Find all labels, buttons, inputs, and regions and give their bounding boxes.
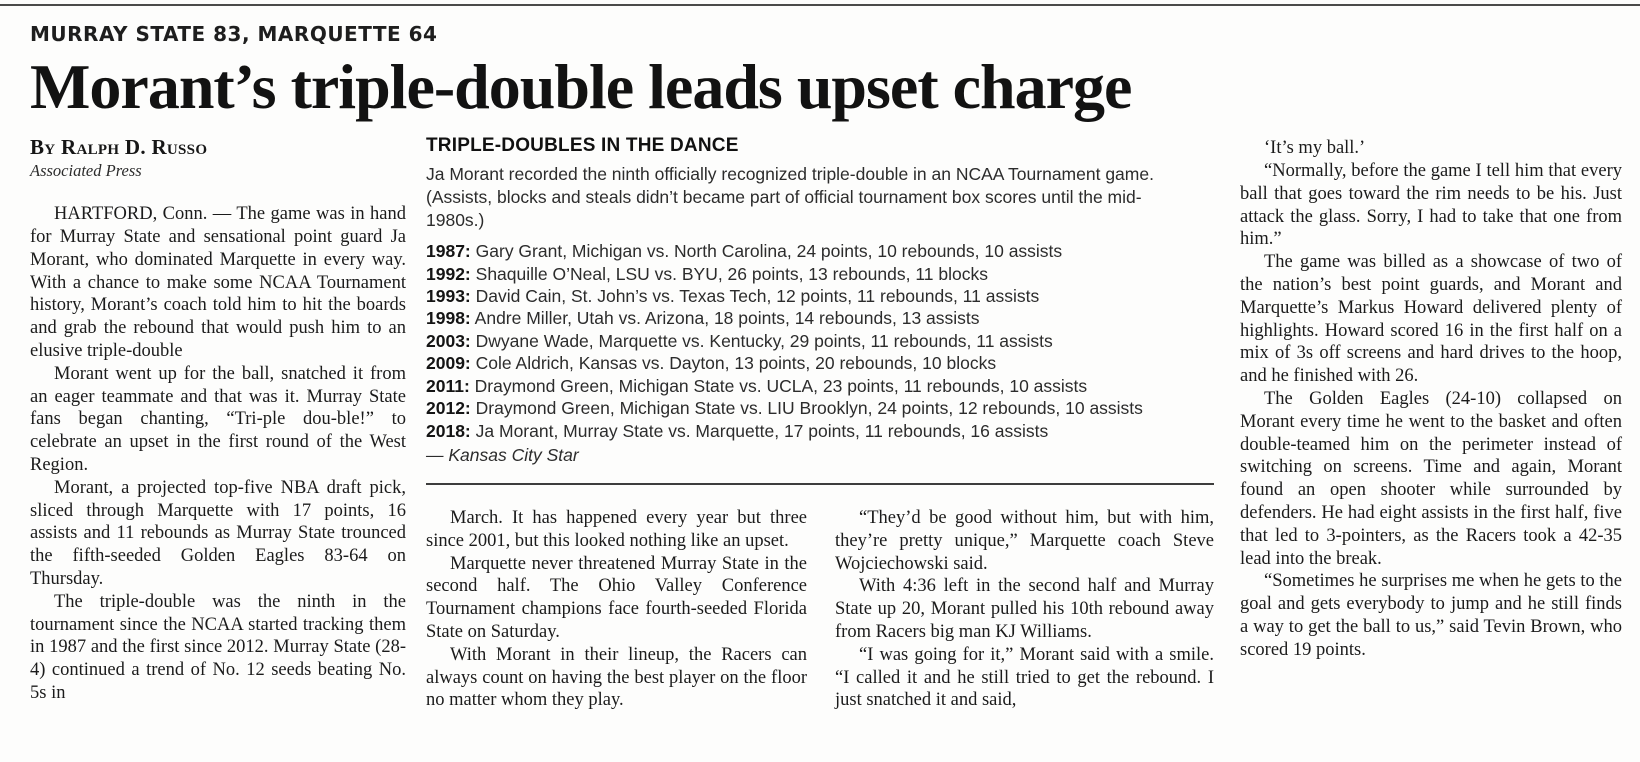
top-rule — [0, 4, 1640, 6]
paragraph: Marquette never threatened Murray State in the second half. The Ohio Valley Conference Tournament champions face fourth-seeded Florida State on Saturday. — [426, 553, 807, 642]
paragraph: ‘It’s my ball.’ — [1264, 138, 1366, 159]
section-divider-rule — [426, 483, 1214, 485]
column-2 — [426, 507, 807, 712]
infobox-title: TRIPLE-DOUBLES IN THE DANCE — [426, 135, 739, 157]
paragraph: The game was billed as a showcase of two of the nation’s best point guards, and Morant and Marquette’s Markus Howard delivered plenty of highlights. Howard scored 16 in the first half on a mix of 3s off screens and hard drives to the hoop, and he finished with 26. — [1240, 252, 1622, 387]
column-middle — [426, 135, 1216, 712]
column-2-text — [426, 507, 807, 712]
column-1-text — [30, 203, 406, 705]
entry-text: Dwyane Wade, Marquette vs. Kentucky, 29 points, 11 rebounds, 11 assists — [475, 330, 1053, 351]
paragraph: March. It has happened every year but three since 2001, but this looked nothing like an upset. — [426, 507, 807, 551]
entry-text: David Cain, St. John’s vs. Texas Tech, 12 points, 11 rebounds, 11 assists — [475, 286, 1040, 307]
entry-text: Ja Morant, Murray State vs. Marquette, 17 points, 11 rebounds, 16 assists — [475, 420, 1049, 441]
entry-text: Andre Miller, Utah vs. Arizona, 18 points, 14 rebounds, 13 assists — [474, 308, 980, 329]
column-4 — [1240, 135, 1622, 712]
column-4-text — [1240, 137, 1622, 661]
infobox-entry — [426, 397, 1216, 419]
infobox-intro: Ja Morant recorded the ninth officially recognized triple-double in an NCAA Tournament game. (Assists, blocks and steals didn’t became part of official tournament box scores until the mid-1980s.) — [426, 164, 1154, 231]
paragraph: The triple-double was the ninth in the tournament since the NCAA started tracking them in 1987 and the first since 2012. Murray State (28-4) continued a trend of No. 12 seeds beating No. 5s in — [30, 591, 406, 703]
paragraph: With 4:36 left in the second half and Murray State up 20, Morant pulled his 10th rebound away from Racers big man KJ Williams. — [835, 576, 1214, 642]
entry-year: 1998: — [426, 308, 471, 329]
headline: Morant’s triple-double leads upset charge — [30, 51, 1132, 122]
entry-text: Draymond Green, Michigan State vs. LIU Brooklyn, 24 points, 12 rebounds, 10 assists — [475, 398, 1143, 419]
infobox-attribution: — Kansas City Star — [426, 444, 579, 465]
entry-year: 1992: — [426, 263, 471, 284]
column-3 — [835, 507, 1214, 712]
paragraph: Morant, a projected top-five NBA draft pick, sliced through Marquette with 17 points, 16 assists and 11 rebounds as Murray State trounced the fifth-seeded Golden Eagles 83-64 on Thursday. — [30, 477, 406, 590]
paragraph: “Sometimes he surprises me when he gets to the goal and gets everybody to jump and he still finds a way to get the ball to us,” said Tevin Brown, who scored 19 points. — [1240, 571, 1622, 660]
entry-text: Shaquille O’Neal, LSU vs. BYU, 26 points, 13 rebounds, 11 blocks — [475, 263, 988, 284]
entry-year: 2012: — [426, 398, 471, 419]
paragraph: The Golden Eagles (24-10) collapsed on Morant every time he went to the basket and often double-teamed him on the perimeter instead of switching on screens. Time and again, Morant found an open shooter while surrounded by defenders. He had eight assists in the first half, five that led to 3-pointers, as the Racers took a 42-35 lead into the break. — [1240, 389, 1622, 569]
infobox-entry — [426, 352, 1216, 374]
entry-year: 2011: — [426, 375, 470, 396]
entry-year: 2003: — [426, 330, 471, 351]
infobox-entry — [426, 330, 1216, 352]
entry-year: 1993: — [426, 286, 471, 307]
infobox-entry — [426, 263, 1216, 285]
entry-year: 1987: — [426, 241, 471, 262]
entry-year: 2018: — [426, 420, 471, 441]
triple-doubles-infobox — [426, 135, 1216, 466]
middle-lower-columns — [426, 507, 1216, 712]
column-1 — [30, 135, 406, 712]
byline-organization: Associated Press — [30, 161, 142, 181]
byline: By Ralph D. Russo — [30, 135, 208, 160]
infobox-entry-list — [426, 240, 1216, 442]
article-columns — [30, 135, 1622, 712]
paragraph: “They’d be good without him, but with him, they’re pretty unique,” Marquette coach Steve Wojciechowski said. — [835, 507, 1214, 574]
entry-year: 2009: — [426, 353, 471, 374]
entry-text: Gary Grant, Michigan vs. North Carolina, 24 points, 10 rebounds, 10 assists — [475, 241, 1063, 262]
column-3-text — [835, 507, 1214, 712]
infobox-entry — [426, 307, 1216, 329]
entry-text: Cole Aldrich, Kansas vs. Dayton, 13 points, 20 rebounds, 10 blocks — [475, 353, 997, 374]
infobox-entry — [426, 375, 1216, 397]
infobox-entry — [426, 285, 1216, 307]
kicker: MURRAY STATE 83, MARQUETTE 64 — [30, 22, 438, 46]
paragraph: HARTFORD, Conn. — The game was in hand for Murray State and sensational point guard Ja Morant, who dominated Marquette in every way. With a chance to make some NCAA Tournament history, Morant’s coach told him to hit the boards and grab the rebound that would push him to an elusive triple-double — [30, 204, 406, 362]
paragraph: “Normally, before the game I tell him that every ball that goes toward the rim needs to be his. Just attack the glass. Sorry, I had to take that one from him.” — [1240, 161, 1622, 250]
infobox-entry — [426, 420, 1216, 442]
paragraph: With Morant in their lineup, the Racers can always count on having the best player on the floor no matter whom they play. — [426, 644, 807, 711]
infobox-entry — [426, 240, 1216, 262]
entry-text: Draymond Green, Michigan State vs. UCLA, 23 points, 11 rebounds, 10 assists — [474, 375, 1088, 396]
paragraph: Morant went up for the ball, snatched it from an eager teammate and that was it. Murray State fans began chanting, “Tri-ple dou-ble!” to celebrate an upset in the first round of the West Region. — [30, 363, 406, 476]
paragraph: “I was going for it,” Morant said with a smile. “I called it and he still tried to get the rebound. I just snatched it and said, — [835, 644, 1214, 711]
